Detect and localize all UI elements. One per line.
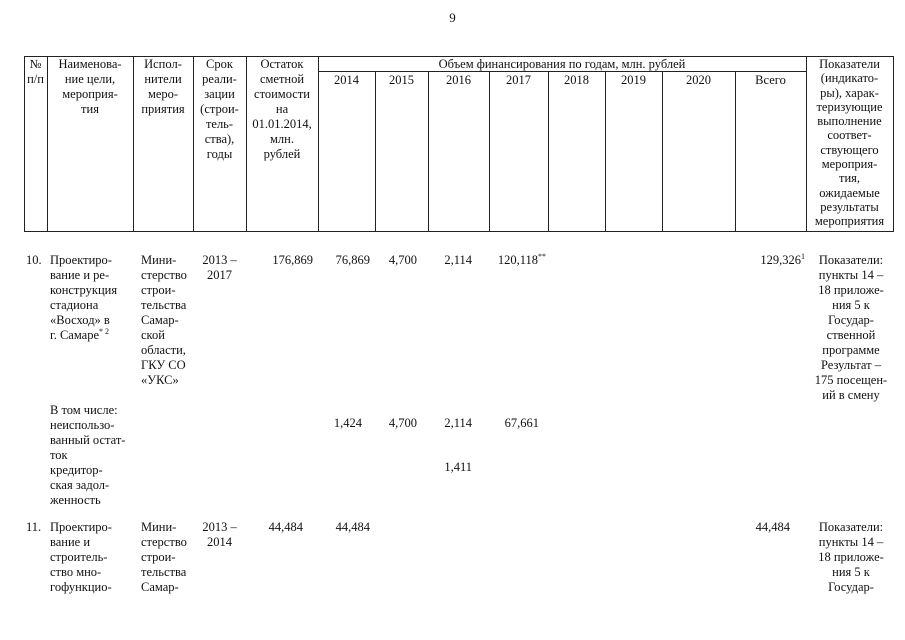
grid-line [662, 71, 663, 231]
row-name: В том числе: неиспользо- ванный остат- ток кредитор- ская задол- женность [50, 403, 126, 507]
grid-line [893, 56, 894, 231]
grid-line [489, 71, 490, 231]
row-total [735, 253, 805, 268]
row-name-footnote: * 2 [99, 326, 110, 336]
header-col-financing: Объем финансирования по годам, млн. рублей [438, 57, 686, 71]
row-value-2016: 2,114 [444, 253, 472, 267]
header-col-remainder: Остаток сметной стоимости на 01.01.2014, млн. рублей [252, 57, 312, 161]
row-value-2016-payables: 1,411 [444, 460, 472, 474]
header-year-2014: 2014 [334, 73, 359, 87]
page-number: 9 [449, 10, 456, 25]
row-indicators: Показатели: пункты 14 – 18 приложе- ния 5 к Государ- ственной программе Результат – 175 посещен- ий в смену [814, 253, 888, 402]
grid-line [605, 71, 606, 231]
row-executors: Мини- стерство строи- тельства Самар- [141, 520, 187, 594]
row-value-2017: 67,661 [504, 416, 539, 430]
header-col-num: № п/п [27, 57, 44, 86]
row-total: 44,484 [755, 520, 790, 534]
row-value-2017-text: 120,118 [497, 253, 538, 267]
row-value-2015: 4,700 [388, 253, 417, 267]
header-col-executors: Испол- нители меро- приятия [141, 57, 185, 116]
header-year-2015: 2015 [389, 73, 414, 87]
header-col-indicators: Показатели (индикато- ры), харак- теризующие выполнение соответ- ствующего мероприя- тия, ожидаемые результаты мероприятия [814, 57, 885, 229]
row-remainder: 44,484 [268, 520, 303, 534]
header-year-2018: 2018 [564, 73, 589, 87]
header-year-2016: 2016 [446, 73, 471, 87]
header-total: Всего [755, 73, 786, 87]
row-value-2017 [489, 253, 546, 268]
row-value-2014: 76,869 [335, 253, 370, 267]
header-col-name: Наименова- ние цели, мероприя- тия [58, 57, 122, 116]
header-year-2019: 2019 [621, 73, 646, 87]
row-total-text: 129,326 [760, 253, 801, 267]
row-value-2016: 2,114 [444, 416, 472, 430]
row-term: 2013 – 2017 [202, 253, 237, 282]
row-value-2014: 44,484 [335, 520, 370, 534]
row-term: 2013 – 2014 [202, 520, 237, 549]
grid-line [735, 71, 736, 231]
header-year-2020: 2020 [686, 73, 711, 87]
row-value-2014: 1,424 [333, 416, 362, 430]
grid-line [428, 71, 429, 231]
row-total-footnote: 1 [801, 251, 805, 261]
grid-line [375, 71, 376, 231]
row-value-2015: 4,700 [388, 416, 417, 430]
row-number: 10. [26, 253, 42, 267]
row-name-text: Проектиро- вание и ре- конструкция стадиона «Восход» в г. Самаре [50, 253, 118, 342]
row-name [50, 253, 136, 343]
row-value-2017-footnote: ** [538, 251, 546, 261]
row-remainder: 176,869 [272, 253, 313, 267]
grid-line [548, 71, 549, 231]
header-year-2017: 2017 [506, 73, 531, 87]
row-name: Проектиро- вание и строитель- ство мно- гофункцио- [50, 520, 112, 594]
header-col-term: Срок реали- зации (строи- тель- ства), годы [200, 57, 239, 161]
row-indicators: Показатели: пункты 14 – 18 приложе- ния 5 к Государ- [818, 520, 884, 594]
header-bottom-border [24, 231, 894, 232]
row-executors: Мини- стерство строи- тельства Самар- ской области, ГКУ СО «УКС» [141, 253, 187, 387]
row-number: 11. [26, 520, 42, 534]
